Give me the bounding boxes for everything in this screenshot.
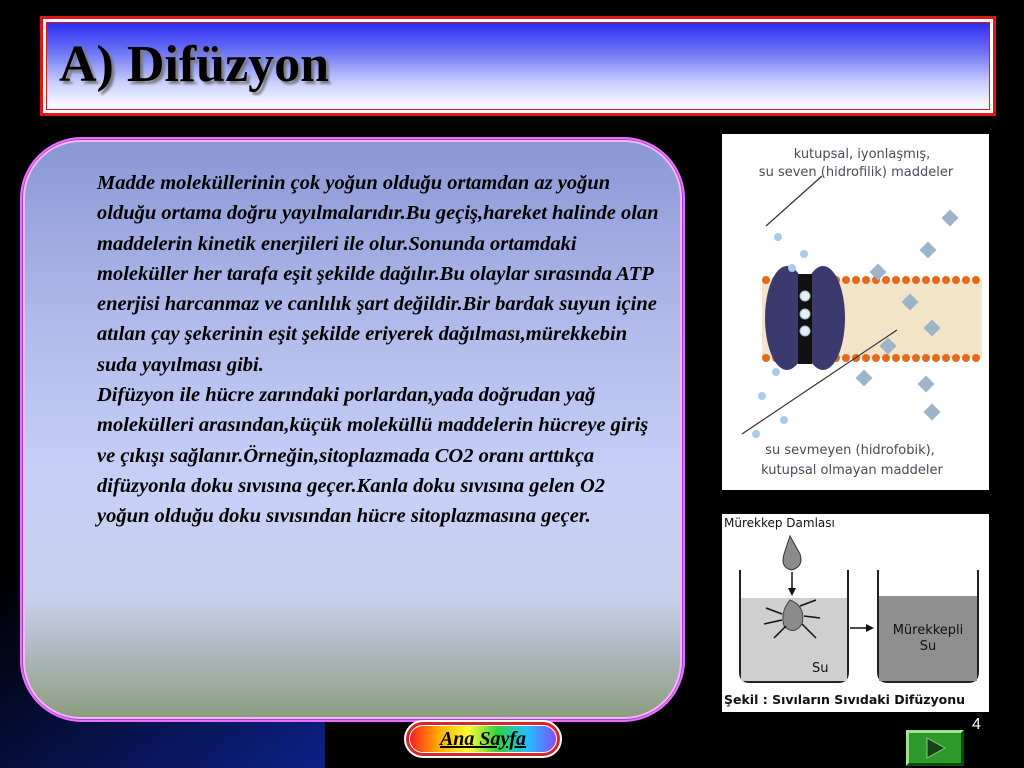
next-slide-button[interactable] — [906, 730, 964, 766]
ink-water-label-1: Mürekkepli — [892, 623, 964, 638]
water-label: Su — [812, 661, 829, 676]
membrane-diagram — [722, 134, 989, 490]
title-panel — [46, 22, 990, 110]
ink-diffusion-figure — [722, 514, 989, 712]
content-frame — [20, 137, 685, 722]
pore-molecules — [800, 291, 810, 336]
ink-drop-icon — [783, 536, 801, 570]
ink-water-label-2: Su — [919, 639, 937, 654]
membrane-label-bottom-2: kutupsal olmayan maddeler — [761, 463, 943, 478]
page-number: 4 — [972, 716, 981, 733]
membrane-label-bottom-1: su sevmeyen (hidrofobik), — [765, 443, 935, 458]
membrane-label-top-1: kutupsal, iyonlaşmış, — [793, 147, 931, 162]
ink-diffusion-diagram — [722, 514, 989, 712]
membrane-label-top-2: su seven (hidrofilik) maddeler — [758, 165, 954, 180]
home-button-inner[interactable] — [409, 725, 557, 753]
home-button-label[interactable]: Ana Sayfa — [439, 727, 527, 750]
result-arrow-head — [866, 624, 874, 632]
membrane-figure — [722, 134, 989, 490]
home-button[interactable] — [404, 720, 562, 758]
arrow-hydrophilic — [766, 176, 822, 226]
drop-arrow-head — [788, 588, 796, 596]
play-triangle-icon — [909, 733, 961, 763]
title-bar — [40, 16, 996, 116]
content-box — [23, 140, 682, 719]
slide-title: A) Difüzyon — [59, 36, 330, 93]
body-text: Madde moleküllerinin çok yoğun olduğu ortamdan az yoğun olduğu ortama doğru yayılmalarıdır.Bu geçiş,hareket halinde olan maddelerin kinetik enerjileri ile olur.Sonunda ortamdaki moleküller her tarafa eşit şekilde dağılır.Bu olaylar sırasında ATP enerjisi harcanmaz ve canlılık şart değildir.Bir bardak suyun içine atılan çay şekerinin eşit şekilde eriyerek dağılması,mürekkebin suda yayılması gibi. Difüzyon ile hücre zarındaki porlardan,yada doğrudan yağ molekülleri arasından,küçük moleküllü maddelerin hücreye giriş ve çıkışı sağlanır.Örneğin,sitoplazmada CO2 oranı arttıkça difüzyonla doku sıvısına geçer.Kanla doku sıvısına gelen O2 yoğun olduğu doku sıvısından hücre sitoplazmasına geçer. — [97, 172, 659, 528]
ink-drop-label: Mürekkep Damlası — [724, 516, 835, 530]
ink-figure-caption: Şekil : Sıvıların Sıvıdaki Difüzyonu — [724, 692, 966, 707]
